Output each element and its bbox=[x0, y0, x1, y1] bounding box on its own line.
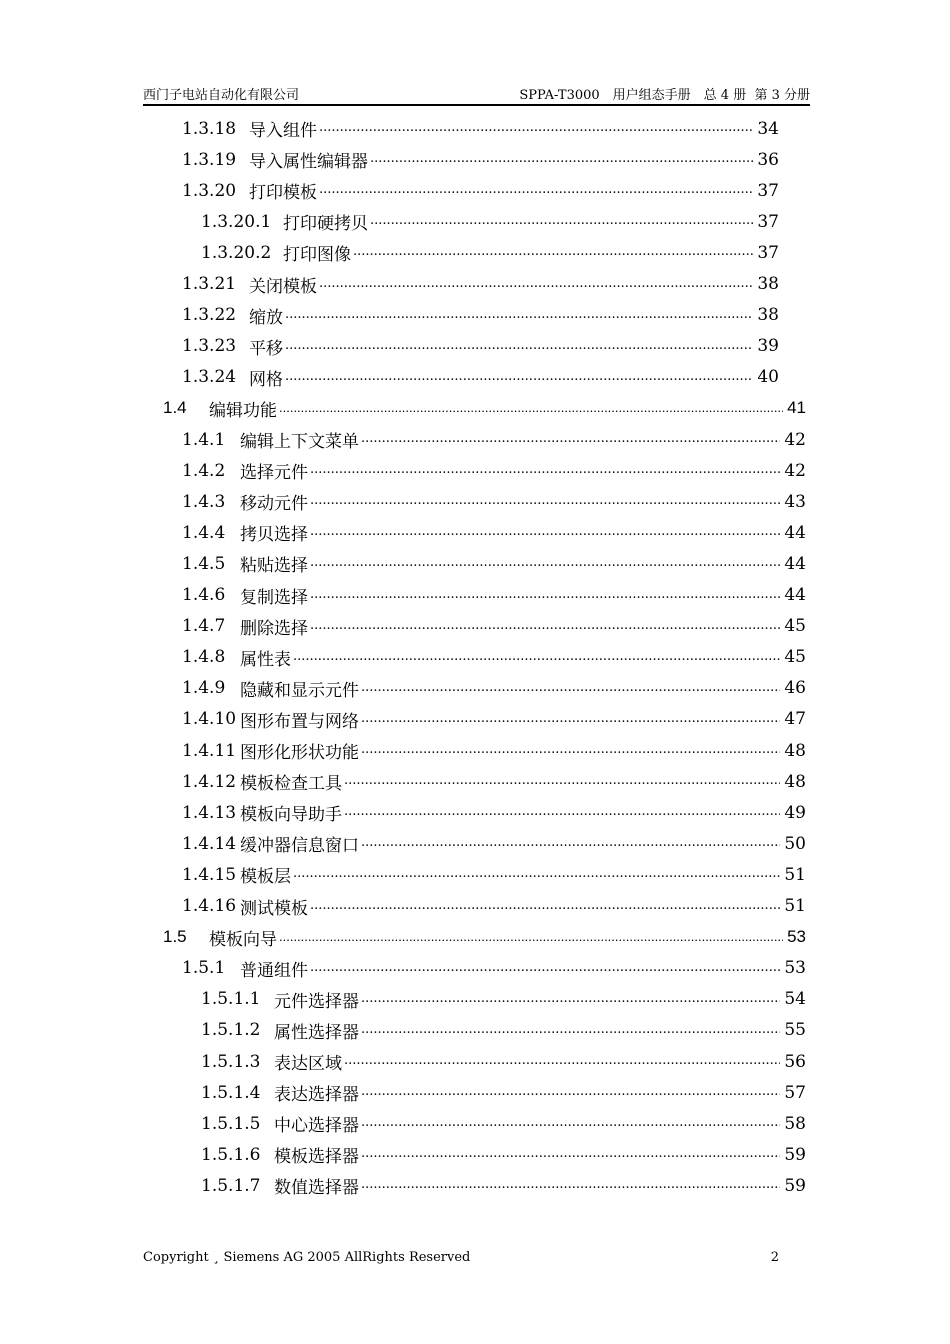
toc-entry-title: 缩放 bbox=[249, 307, 283, 328]
toc-entry[interactable] bbox=[182, 611, 806, 642]
toc-entry-page: 53 bbox=[784, 958, 806, 979]
toc-entry[interactable] bbox=[182, 797, 806, 828]
toc-entry[interactable] bbox=[182, 735, 806, 766]
toc-leader-dots bbox=[293, 866, 780, 883]
toc-entry-title: 图形化形状功能 bbox=[240, 743, 359, 763]
toc-entry-page: 48 bbox=[784, 740, 806, 761]
toc-entry-title: 打印图像 bbox=[283, 245, 351, 266]
toc-leader-dots bbox=[361, 1084, 780, 1101]
toc-leader-dots bbox=[361, 742, 780, 759]
toc-entry-page: 53 bbox=[787, 927, 806, 947]
toc-entry[interactable] bbox=[182, 144, 779, 175]
toc-entry-page: 38 bbox=[757, 305, 779, 326]
toc-entry-number: 1.3.18 bbox=[182, 118, 237, 139]
toc-entry-number: 1.4.5 bbox=[182, 553, 226, 574]
toc-entry[interactable] bbox=[182, 113, 779, 144]
toc-entry-number: 1.4.9 bbox=[182, 678, 226, 699]
toc-leader-dots bbox=[361, 1115, 780, 1132]
toc-entry-number: 1.4.8 bbox=[182, 647, 226, 668]
toc-entry-number: 1.4.2 bbox=[182, 460, 226, 481]
toc-entry-page: 44 bbox=[784, 585, 806, 605]
toc-entry-title: 打印模板 bbox=[249, 183, 317, 204]
toc-entry-page: 37 bbox=[757, 242, 779, 263]
toc-leader-dots bbox=[353, 244, 753, 261]
toc-entry-title: 选择元件 bbox=[240, 463, 308, 484]
toc-leader-dots bbox=[361, 680, 780, 697]
toc-leader-dots bbox=[370, 151, 753, 168]
toc-entry-page: 56 bbox=[784, 1051, 806, 1072]
toc-leader-dots bbox=[319, 120, 753, 137]
toc-entry[interactable] bbox=[182, 642, 806, 673]
toc-leader-dots bbox=[319, 276, 753, 293]
toc-entry[interactable] bbox=[201, 984, 806, 1015]
footer-page-number: 2 bbox=[770, 1250, 779, 1265]
toc-entry-number: 1.4.15 bbox=[182, 864, 237, 885]
toc-entry-title: 缓冲器信息窗口 bbox=[240, 836, 359, 857]
toc-entry[interactable] bbox=[182, 517, 806, 548]
toc-entry-title: 导入属性编辑器 bbox=[249, 152, 368, 173]
toc-entry-title: 打印硬拷贝 bbox=[283, 214, 368, 235]
toc-entry[interactable] bbox=[201, 206, 779, 237]
toc-entry-title: 模板向导 bbox=[209, 929, 277, 950]
toc-leader-dots bbox=[319, 182, 753, 199]
toc-entry[interactable] bbox=[201, 237, 779, 268]
toc-entry-number: 1.3.23 bbox=[182, 336, 237, 357]
toc-entry[interactable] bbox=[182, 486, 806, 517]
toc-entry-title: 属性选择器 bbox=[274, 1022, 359, 1043]
toc-leader-dots bbox=[361, 835, 780, 852]
toc-entry-title: 表达区域 bbox=[274, 1054, 342, 1074]
header-manual-title: SPPA-T3000 用户组态手册 总 4 册 第 3 分册 bbox=[519, 88, 810, 103]
toc-entry-number: 1.5.1.3 bbox=[201, 1051, 261, 1072]
toc-leader-dots bbox=[310, 462, 780, 479]
header-divider bbox=[143, 104, 810, 106]
toc-leader-dots bbox=[293, 649, 780, 666]
toc-entry-number: 1.5.1.5 bbox=[201, 1113, 261, 1134]
toc-entry-number: 1.3.22 bbox=[182, 305, 237, 326]
toc-entry[interactable] bbox=[182, 548, 806, 579]
toc-entry-page: 42 bbox=[784, 460, 806, 481]
toc-leader-dots bbox=[310, 493, 780, 510]
toc-entry-page: 51 bbox=[784, 864, 806, 885]
toc-entry[interactable] bbox=[201, 1015, 806, 1046]
toc-entry-page: 41 bbox=[787, 398, 806, 418]
toc-entry-title: 平移 bbox=[249, 338, 283, 359]
toc-leader-dots bbox=[285, 307, 753, 324]
toc-entry-number: 1.3.21 bbox=[182, 274, 237, 294]
toc-leader-dots bbox=[310, 524, 780, 541]
toc-entry[interactable] bbox=[182, 331, 779, 362]
toc-leader-dots bbox=[361, 1022, 780, 1039]
toc-entry-page: 49 bbox=[784, 802, 806, 823]
page-footer bbox=[143, 1250, 779, 1265]
toc-entry-page: 37 bbox=[757, 180, 779, 201]
toc-entry-number: 1.3.20.1 bbox=[201, 211, 272, 232]
toc-entry-title: 测试模板 bbox=[240, 898, 308, 919]
toc-entry-page: 46 bbox=[784, 678, 806, 699]
toc-entry-number: 1.5.1.2 bbox=[201, 1020, 261, 1041]
toc-entry[interactable] bbox=[182, 859, 806, 890]
toc-entry-title: 网格 bbox=[249, 369, 283, 390]
toc-entry[interactable] bbox=[182, 269, 779, 300]
toc-entry-number: 1.5.1.1 bbox=[201, 989, 261, 1010]
toc-leader-dots bbox=[361, 1177, 780, 1194]
toc-leader-dots bbox=[344, 773, 780, 790]
toc-entry-title: 删除选择 bbox=[240, 618, 308, 639]
toc-entry-number: 1.5.1.6 bbox=[201, 1144, 261, 1165]
toc-entry[interactable] bbox=[182, 673, 806, 704]
toc-leader-dots bbox=[279, 400, 783, 417]
toc-entry[interactable] bbox=[182, 455, 806, 486]
toc-entry[interactable] bbox=[182, 300, 779, 331]
toc-leader-dots bbox=[361, 431, 780, 448]
toc-entry[interactable] bbox=[163, 393, 806, 424]
toc-entry-page: 50 bbox=[784, 833, 806, 854]
toc-entry-number: 1.4.1 bbox=[182, 429, 226, 450]
toc-entry-page: 51 bbox=[784, 896, 806, 916]
toc-entry-page: 37 bbox=[757, 211, 779, 232]
toc-leader-dots bbox=[285, 338, 753, 355]
toc-entry-page: 59 bbox=[784, 1144, 806, 1165]
toc-entry[interactable] bbox=[163, 922, 806, 953]
toc-leader-dots bbox=[344, 1053, 780, 1070]
toc-leader-dots bbox=[370, 213, 753, 230]
toc-entry-number: 1.3.24 bbox=[182, 367, 237, 388]
toc-entry-number: 1.4.12 bbox=[182, 771, 237, 792]
toc-entry[interactable] bbox=[182, 828, 806, 859]
toc-entry-page: 44 bbox=[784, 522, 806, 543]
toc-entry-page: 55 bbox=[784, 1020, 806, 1041]
toc-entry-number: 1.3.19 bbox=[182, 149, 237, 170]
toc-entry-title: 拷贝选择 bbox=[240, 525, 308, 546]
toc-leader-dots bbox=[310, 618, 780, 635]
toc-entry[interactable] bbox=[182, 891, 806, 922]
toc-entry[interactable] bbox=[182, 766, 806, 797]
toc-entry[interactable] bbox=[201, 1108, 806, 1139]
toc-entry-page: 45 bbox=[784, 647, 806, 668]
toc-entry-page: 42 bbox=[784, 429, 806, 450]
toc-entry-number: 1.5 bbox=[163, 927, 187, 947]
toc-entry-title: 表达选择器 bbox=[274, 1085, 359, 1106]
toc-entry-title: 属性表 bbox=[240, 649, 291, 670]
toc-entry-title: 图形布置与网络 bbox=[240, 711, 359, 732]
toc-entry-page: 40 bbox=[757, 367, 779, 388]
toc-entry-number: 1.4.10 bbox=[182, 709, 237, 730]
toc-entry-title: 隐藏和显示元件 bbox=[240, 680, 359, 701]
toc-entry-page: 36 bbox=[757, 149, 779, 170]
toc-leader-dots bbox=[310, 960, 780, 977]
toc-leader-dots bbox=[361, 1146, 780, 1163]
toc-leader-dots bbox=[310, 587, 780, 604]
toc-entry-title: 编辑功能 bbox=[209, 400, 277, 421]
toc-entry-title: 关闭模板 bbox=[249, 276, 317, 297]
toc-entry-page: 44 bbox=[784, 553, 806, 574]
toc-entry-title: 中心选择器 bbox=[274, 1116, 359, 1137]
toc-leader-dots bbox=[310, 555, 780, 572]
toc-entry-page: 59 bbox=[784, 1175, 806, 1196]
toc-entry-number: 1.5.1.7 bbox=[201, 1175, 261, 1196]
toc-entry-number: 1.4.4 bbox=[182, 522, 226, 543]
toc-leader-dots bbox=[344, 804, 780, 821]
toc-entry[interactable] bbox=[201, 1139, 806, 1170]
toc-entry-number: 1.4.6 bbox=[182, 585, 226, 605]
toc-entry-page: 43 bbox=[784, 491, 806, 512]
toc-entry-number: 1.4.11 bbox=[182, 740, 237, 761]
toc-entry-number: 1.3.20 bbox=[182, 180, 237, 201]
toc-entry-number: 1.4 bbox=[163, 398, 187, 418]
toc-entry-title: 导入组件 bbox=[249, 121, 317, 141]
toc-entry-title: 复制选择 bbox=[240, 587, 308, 608]
toc-entry-page: 47 bbox=[784, 709, 806, 730]
toc-entry-number: 1.4.3 bbox=[182, 491, 226, 512]
toc-entry-title: 模板向导助手 bbox=[240, 805, 342, 826]
toc-entry-title: 元件选择器 bbox=[274, 991, 359, 1012]
toc-leader-dots bbox=[285, 369, 753, 386]
toc-leader-dots bbox=[310, 898, 780, 915]
toc-entry[interactable] bbox=[201, 1170, 806, 1201]
toc-entry[interactable] bbox=[201, 1077, 806, 1108]
toc-entry[interactable] bbox=[182, 424, 806, 455]
toc-entry-title: 模板选择器 bbox=[274, 1147, 359, 1168]
toc-entry-page: 57 bbox=[784, 1082, 806, 1103]
toc-entry-title: 数值选择器 bbox=[274, 1178, 359, 1199]
toc-entry-title: 编辑上下文菜单 bbox=[240, 432, 359, 452]
toc-entry-title: 移动元件 bbox=[240, 494, 308, 515]
footer-copyright: Copyright ¸ Siemens AG 2005 AllRights Reserved bbox=[143, 1250, 471, 1265]
toc-entry-page: 39 bbox=[757, 336, 779, 357]
toc-entry[interactable] bbox=[182, 580, 806, 611]
toc-entry-page: 54 bbox=[784, 989, 806, 1010]
toc-entry-title: 普通组件 bbox=[240, 960, 308, 981]
toc-entry-number: 1.4.16 bbox=[182, 896, 237, 916]
toc-entry[interactable] bbox=[182, 362, 779, 393]
toc-entry[interactable] bbox=[182, 953, 806, 984]
toc-entry-number: 1.4.7 bbox=[182, 616, 226, 637]
toc-entry[interactable] bbox=[182, 175, 779, 206]
toc-entry-title: 粘贴选择 bbox=[240, 556, 308, 577]
toc-leader-dots bbox=[361, 991, 780, 1008]
page-header bbox=[143, 88, 810, 104]
toc-entry-title: 模板层 bbox=[240, 867, 291, 888]
toc-entry-number: 1.5.1 bbox=[182, 958, 226, 979]
toc-entry[interactable] bbox=[201, 1046, 806, 1077]
toc-entry-page: 58 bbox=[784, 1113, 806, 1134]
toc-entry[interactable] bbox=[182, 704, 806, 735]
toc-entry-page: 38 bbox=[757, 274, 779, 294]
toc-entry-title: 模板检查工具 bbox=[240, 774, 342, 795]
toc-entry-page: 34 bbox=[757, 118, 779, 139]
toc-entry-number: 1.4.14 bbox=[182, 833, 237, 854]
toc-entry-number: 1.4.13 bbox=[182, 802, 237, 823]
header-company: 西门子电站自动化有限公司 bbox=[143, 88, 300, 103]
toc-entry-number: 1.5.1.4 bbox=[201, 1082, 261, 1103]
toc-leader-dots bbox=[361, 711, 780, 728]
toc-leader-dots bbox=[279, 929, 783, 946]
toc-entry-number: 1.3.20.2 bbox=[201, 242, 272, 263]
toc-entry-page: 45 bbox=[784, 616, 806, 637]
toc-entry-page: 48 bbox=[784, 771, 806, 792]
